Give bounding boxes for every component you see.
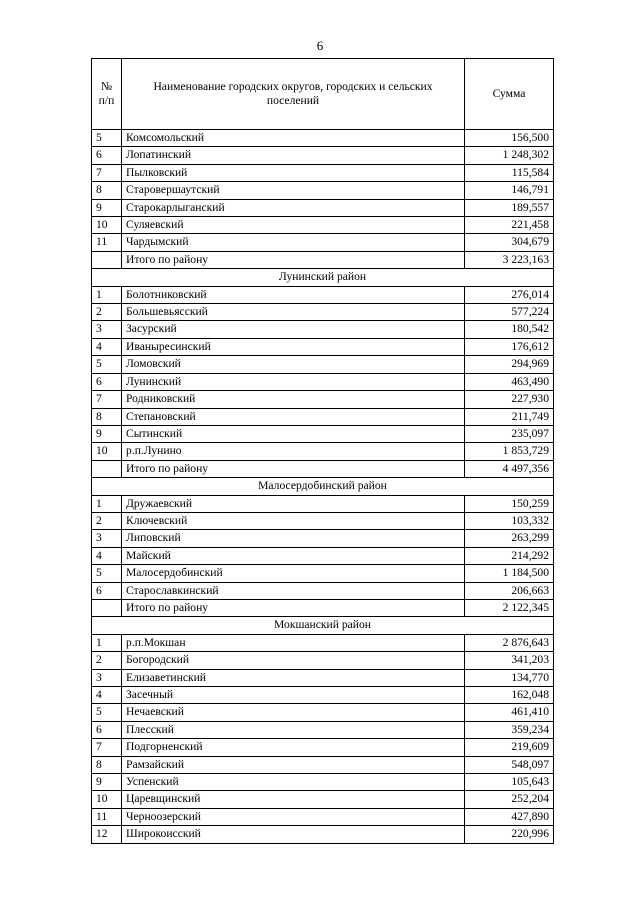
row-number: 8	[92, 182, 122, 199]
settlement-name: Большевьясский	[122, 304, 465, 321]
row-number: 6	[92, 373, 122, 390]
row-number: 5	[92, 130, 122, 147]
settlement-sum: 2 876,643	[465, 634, 554, 651]
row-number: 5	[92, 565, 122, 582]
settlement-sum: 214,292	[465, 547, 554, 564]
settlement-name: Родниковский	[122, 391, 465, 408]
table-row	[92, 356, 554, 373]
settlement-name: Степановский	[122, 408, 465, 425]
settlement-name: Болотниковский	[122, 286, 465, 303]
total-row	[92, 460, 554, 477]
settlement-sum: 227,930	[465, 391, 554, 408]
settlement-sum: 206,663	[465, 582, 554, 599]
settlement-name: р.п.Мокшан	[122, 634, 465, 651]
table-row	[92, 164, 554, 181]
settlement-name: Суляевский	[122, 217, 465, 234]
settlement-sum: 1 248,302	[465, 147, 554, 164]
table-row	[92, 217, 554, 234]
row-number: 9	[92, 774, 122, 791]
settlement-name: Старославкинский	[122, 582, 465, 599]
settlement-sum: 427,890	[465, 808, 554, 825]
row-number: 9	[92, 425, 122, 442]
settlement-name: Иваныресинский	[122, 338, 465, 355]
district-name: Лунинский район	[92, 269, 554, 286]
settlement-sum: 341,203	[465, 652, 554, 669]
table-row	[92, 687, 554, 704]
settlement-name: Дружаевский	[122, 495, 465, 512]
table-row	[92, 774, 554, 791]
settlement-sum: 577,224	[465, 304, 554, 321]
row-number: 6	[92, 582, 122, 599]
settlement-name: Черноозерский	[122, 808, 465, 825]
settlement-name: Старовершаутский	[122, 182, 465, 199]
settlement-name: Пылковский	[122, 164, 465, 181]
page-number: 6	[316, 38, 324, 53]
row-number: 5	[92, 704, 122, 721]
settlement-sum: 359,234	[465, 721, 554, 738]
settlement-name: Лопатинский	[122, 147, 465, 164]
row-number: 11	[92, 808, 122, 825]
row-number: 7	[92, 391, 122, 408]
settlement-name: Нечаевский	[122, 704, 465, 721]
settlement-sum: 176,612	[465, 338, 554, 355]
settlement-name: Ключевский	[122, 512, 465, 529]
row-number: 1	[92, 634, 122, 651]
settlement-name: Широкоисский	[122, 826, 465, 843]
settlement-name: Липовский	[122, 530, 465, 547]
settlement-name: Рамзайский	[122, 756, 465, 773]
table-row	[92, 147, 554, 164]
row-number: 7	[92, 164, 122, 181]
row-number: 8	[92, 756, 122, 773]
table-row	[92, 565, 554, 582]
table-row	[92, 721, 554, 738]
settlement-name: Богородский	[122, 652, 465, 669]
row-number: 1	[92, 495, 122, 512]
settlement-sum: 235,097	[465, 425, 554, 442]
table-row	[92, 321, 554, 338]
settlement-name: Царевщинский	[122, 791, 465, 808]
district-header-row	[92, 617, 554, 634]
table-row	[92, 791, 554, 808]
table-row	[92, 530, 554, 547]
total-row	[92, 251, 554, 268]
row-number: 3	[92, 530, 122, 547]
settlement-name: Засечный	[122, 687, 465, 704]
table-row	[92, 286, 554, 303]
settlement-sum: 146,791	[465, 182, 554, 199]
district-name: Малосердобинский район	[92, 478, 554, 495]
settlement-name: Малосердобинский	[122, 565, 465, 582]
settlement-sum: 252,204	[465, 791, 554, 808]
row-number: 4	[92, 687, 122, 704]
table-row	[92, 391, 554, 408]
table-row	[92, 582, 554, 599]
settlement-name: Сытинский	[122, 425, 465, 442]
settlement-name: Засурский	[122, 321, 465, 338]
settlement-sum: 1 184,500	[465, 565, 554, 582]
table-row	[92, 669, 554, 686]
row-number: 11	[92, 234, 122, 251]
table-row	[92, 634, 554, 651]
header-sum: Сумма	[465, 59, 554, 130]
table-row	[92, 373, 554, 390]
table-row	[92, 182, 554, 199]
table-row	[92, 756, 554, 773]
total-sum: 2 122,345	[465, 599, 554, 616]
district-header-row	[92, 478, 554, 495]
settlement-name: Комсомольский	[122, 130, 465, 147]
row-number: 4	[92, 338, 122, 355]
settlement-sum: 276,014	[465, 286, 554, 303]
table-row	[92, 512, 554, 529]
settlement-sum: 219,609	[465, 739, 554, 756]
row-number	[92, 460, 122, 477]
table-row	[92, 425, 554, 442]
total-label: Итого по району	[122, 460, 465, 477]
row-number: 7	[92, 739, 122, 756]
settlement-sum: 1 853,729	[465, 443, 554, 460]
settlement-name: Майский	[122, 547, 465, 564]
table-row	[92, 826, 554, 843]
table-row	[92, 304, 554, 321]
row-number: 1	[92, 286, 122, 303]
settlement-sum: 115,584	[465, 164, 554, 181]
settlement-sum: 180,542	[465, 321, 554, 338]
settlement-name: р.п.Лунино	[122, 443, 465, 460]
table-row	[92, 652, 554, 669]
settlement-sum: 461,410	[465, 704, 554, 721]
settlement-sum: 548,097	[465, 756, 554, 773]
table-row	[92, 704, 554, 721]
settlement-name: Лунинский	[122, 373, 465, 390]
table-row	[92, 408, 554, 425]
table-header-row	[92, 59, 554, 130]
row-number: 10	[92, 443, 122, 460]
settlement-sum: 304,679	[465, 234, 554, 251]
settlement-name: Чардымский	[122, 234, 465, 251]
row-number: 4	[92, 547, 122, 564]
settlement-sum: 211,749	[465, 408, 554, 425]
total-row	[92, 599, 554, 616]
settlement-name: Елизаветинский	[122, 669, 465, 686]
settlement-sum: 134,770	[465, 669, 554, 686]
total-label: Итого по району	[122, 251, 465, 268]
settlement-sum: 156,500	[465, 130, 554, 147]
header-name: Наименование городских округов, городских и сельских поселений	[122, 59, 465, 130]
row-number: 5	[92, 356, 122, 373]
table-row	[92, 199, 554, 216]
settlement-name: Старокарлыганский	[122, 199, 465, 216]
table-row	[92, 495, 554, 512]
table-row	[92, 234, 554, 251]
settlement-sum: 150,259	[465, 495, 554, 512]
settlement-sum: 463,490	[465, 373, 554, 390]
row-number: 2	[92, 652, 122, 669]
header-num: № п/п	[92, 59, 122, 130]
table-row	[92, 808, 554, 825]
row-number	[92, 599, 122, 616]
table-row	[92, 338, 554, 355]
row-number: 3	[92, 669, 122, 686]
row-number: 6	[92, 721, 122, 738]
district-header-row	[92, 269, 554, 286]
row-number	[92, 251, 122, 268]
table-row	[92, 130, 554, 147]
table-row	[92, 739, 554, 756]
row-number: 9	[92, 199, 122, 216]
settlement-name: Ломовский	[122, 356, 465, 373]
table-row	[92, 443, 554, 460]
district-name: Мокшанский район	[92, 617, 554, 634]
row-number: 2	[92, 512, 122, 529]
row-number: 12	[92, 826, 122, 843]
total-sum: 3 223,163	[465, 251, 554, 268]
settlement-name: Плесский	[122, 721, 465, 738]
settlement-sum: 103,332	[465, 512, 554, 529]
settlements-table	[91, 58, 554, 844]
settlement-sum: 294,969	[465, 356, 554, 373]
settlement-name: Успенский	[122, 774, 465, 791]
settlement-name: Подгорненский	[122, 739, 465, 756]
settlement-sum: 263,299	[465, 530, 554, 547]
settlement-sum: 220,996	[465, 826, 554, 843]
settlement-sum: 105,643	[465, 774, 554, 791]
row-number: 8	[92, 408, 122, 425]
row-number: 10	[92, 791, 122, 808]
table-body	[92, 130, 554, 844]
settlement-sum: 162,048	[465, 687, 554, 704]
row-number: 3	[92, 321, 122, 338]
settlement-sum: 221,458	[465, 217, 554, 234]
total-label: Итого по району	[122, 599, 465, 616]
row-number: 6	[92, 147, 122, 164]
settlement-sum: 189,557	[465, 199, 554, 216]
total-sum: 4 497,356	[465, 460, 554, 477]
row-number: 2	[92, 304, 122, 321]
row-number: 10	[92, 217, 122, 234]
table-row	[92, 547, 554, 564]
